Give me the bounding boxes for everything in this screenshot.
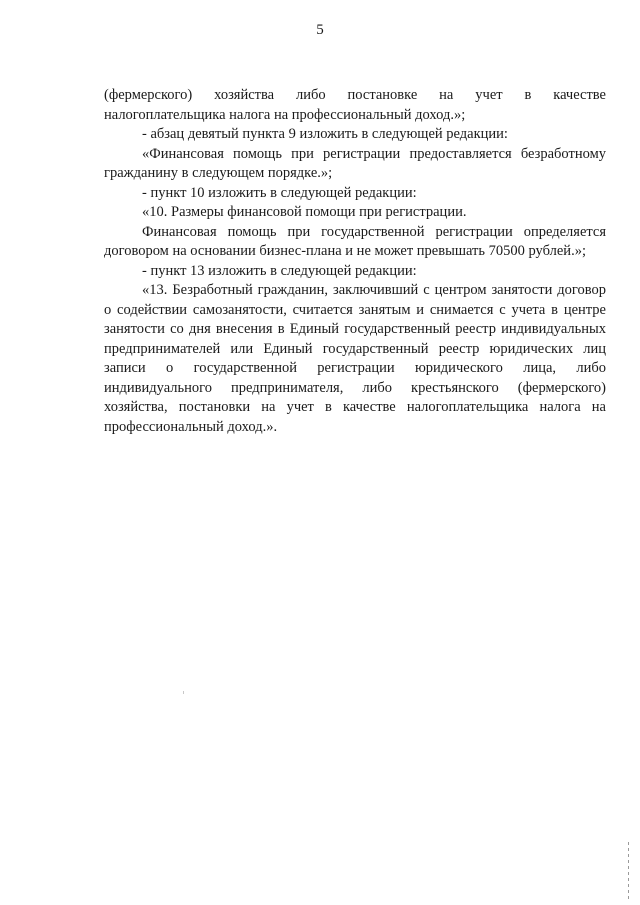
- paragraph-amendment-item-9: - абзац девятый пункта 9 изложить в следующей редакции:: [142, 126, 508, 142]
- scan-artifact-edge: [628, 842, 629, 900]
- paragraph-quote-item-10-title: «10. Размеры финансовой помощи при регистрации.: [142, 204, 467, 220]
- scan-artifact-dot: [183, 691, 184, 694]
- paragraph-continuation-end: налогоплательщика налога на профессиональный доход.»;: [104, 106, 466, 123]
- paragraph-quote-item-13: «13. Безработный гражданин, заключивший с центром занятости договор о содействии самозанятости, считается занятым и снимается с учета в центре занятости со дня внесения в Единый государственный реестр индивидуальных предпринимателей или Единый государственный реестр юридических лиц записи о государственной регистрации юридического лица, либо индивидуального предпринимателя, либо крестьянского (фермерского) хозяйства, постановки на учет в качестве налогоплательщика налога на профессиональный доход.».: [104, 282, 606, 435]
- paragraph-quote-financial-aid: «Финансовая помощь при регистрации предоставляется безработному гражданину в следующем порядке.»;: [104, 145, 606, 181]
- paragraph-continuation: (фермерского) хозяйства либо постановке на учет в качестве: [104, 87, 606, 103]
- paragraph-amendment-item-13: - пункт 13 изложить в следующей редакции:: [142, 262, 417, 279]
- paragraph-quote-item-10-body: Финансовая помощь при государственной регистрации определяется договором на основании бизнес-плана и не может превышать 70500 рублей.»;: [104, 223, 606, 259]
- paragraph-amendment-item-10: - пункт 10 изложить в следующей редакции:: [142, 184, 417, 201]
- page-number: 5: [316, 22, 324, 38]
- document-body: [104, 86, 606, 437]
